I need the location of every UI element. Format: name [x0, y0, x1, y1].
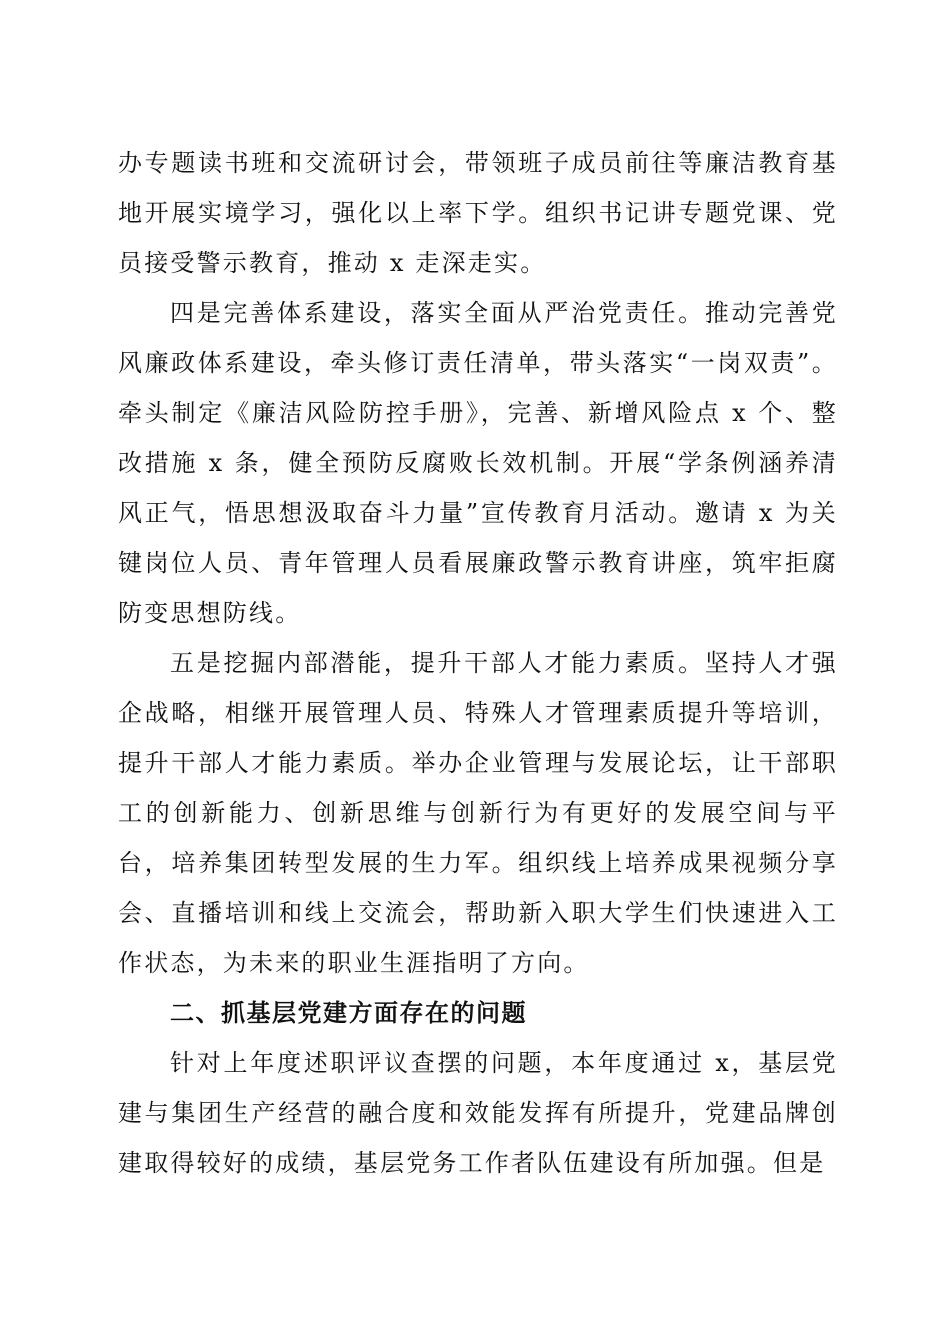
paragraph-point-five: 五是挖掘内部潜能，提升干部人才能力素质。坚持人才强企战略，相继开展管理人员、特殊人才管理素质提升等培训，提升干部人才能力素质。举办企业管理与发展论坛，让干部职工的创新能力、创新思维与创新行为有更好的发展空间与平台，培养集团转型发展的生力军。组织线上培养成果视频分享会、直播培训和线上交流会，帮助新入职大学生们快速进入工作状态，为未来的职业生涯指明了方向。 — [118, 649, 838, 977]
document-body — [118, 138, 838, 1188]
paragraph-point-four: 四是完善体系建设，落实全面从严治党责任。推动完善党风廉政体系建设，牵头修订责任清单，带头落实“一岗双责”。牵头制定《廉洁风险防控手册》，完善、新增风险点 x 个、整改措施 x 条，健全预防反腐败长效机制。开展“学条例涵养清风正气，悟思想汲取奋斗力量”宣传教育月活动。邀请 x 为关键岗位人员、青年管理人员看展廉政警示教育讲座，筑牢拒腐防变思想防线。 — [118, 299, 838, 627]
section-heading: 二、抓基层党建方面存在的问题 — [170, 999, 527, 1027]
paragraph-continued: 办专题读书班和交流研讨会，带领班子成员前往等廉洁教育基地开展实境学习，强化以上率下学。组织书记讲专题党课、党员接受警示教育，推动 x 走深走实。 — [118, 149, 838, 277]
paragraph-closing: 针对上年度述职评议查摆的问题，本年度通过 x，基层党建与集团生产经营的融合度和效能发挥有所提升，党建品牌创建取得较好的成绩，基层党务工作者队伍建设有所加强。但是 — [118, 1049, 838, 1177]
